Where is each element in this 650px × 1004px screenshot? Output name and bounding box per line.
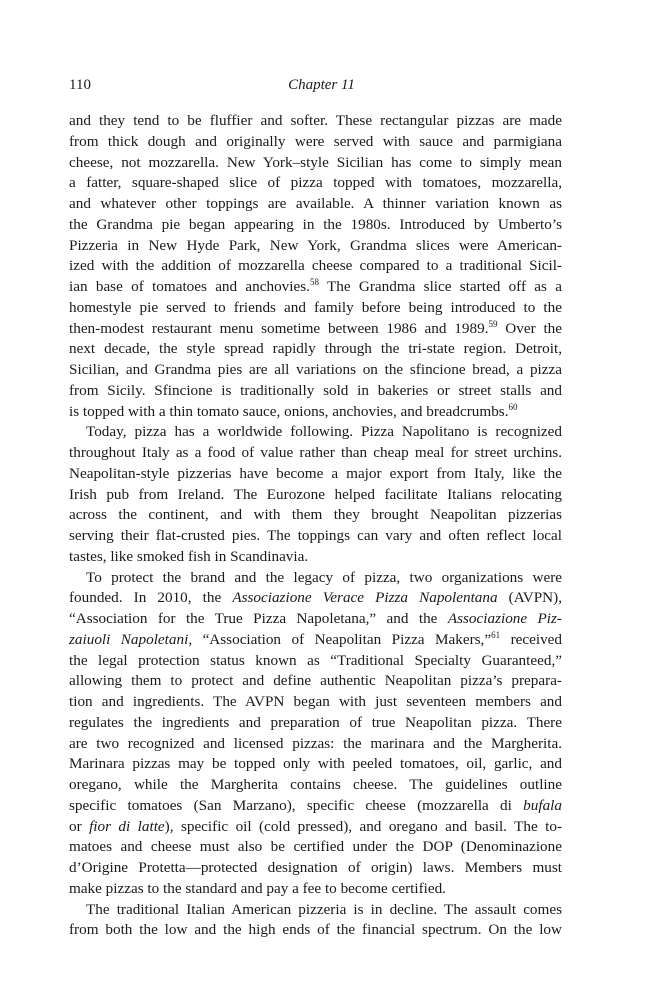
text-run: from Sicily. Sfincione is traditionally sold in bakeries or street stalls and <box>69 381 562 399</box>
text-line <box>69 153 562 174</box>
text-line <box>69 464 562 485</box>
text-run: are two recognized and licensed pizzas: the marinara and the Margherita. <box>69 734 562 752</box>
italic-text: Associazione Piz- <box>447 610 562 627</box>
text-run: (AVPN), <box>497 589 562 607</box>
text-line <box>69 298 562 319</box>
text-run: across the continent, and with them they brought Neapolitan pizzerias <box>69 506 562 524</box>
text-run: throughout Italy as a food of value rather than cheap meal for street urchins. <box>69 444 562 461</box>
text-run: Pizzeria in New Hyde Park, New York, Grandma slices were American- <box>69 236 562 254</box>
text-run: is topped with a thin tomato sauce, onions, anchovies, and breadcrumbs. <box>69 402 509 420</box>
text-run: founded. In 2010, the <box>69 589 233 607</box>
text-line <box>69 837 562 858</box>
text-line <box>69 319 562 340</box>
text-run: regulates the ingredients and preparation of true Neapolitan pizza. There <box>69 713 562 731</box>
text-line <box>69 236 562 257</box>
italic-text: zaiuoli Napoletani <box>69 630 189 648</box>
text-run: or <box>69 817 90 835</box>
text-line <box>69 132 562 153</box>
text-line <box>69 256 562 277</box>
text-run: a fatter, square-shaped slice of pizza topped with tomatoes, mozzarella, <box>69 174 562 192</box>
text-run: tastes, like smoked fish in Scandinavia. <box>69 547 309 565</box>
text-run: oregano, while the Margherita contains cheese. The guidelines outline <box>69 776 562 793</box>
text-run: , “Association of Neapolitan Pizza Makers,” <box>188 630 492 648</box>
text-line <box>69 339 562 360</box>
footnote-ref: 58 <box>309 277 319 287</box>
text-line <box>69 381 562 402</box>
text-run: and they tend to be fluffier and softer. These rectangular pizzas are made <box>69 112 562 129</box>
italic-text: Associazione Verace Pizza Napolentana <box>232 589 498 607</box>
text-run: tion and ingredients. The AVPN began with just seventeen members and <box>69 693 562 710</box>
text-run: and whatever other toppings are available. A thinner variation known as <box>69 195 562 212</box>
text-run: then-modest restaurant menu sometime between 1986 and 1989. <box>69 319 489 337</box>
text-run: The Grandma slice started off as a <box>318 278 562 295</box>
text-line <box>69 692 562 713</box>
text-line <box>69 402 562 423</box>
chapter-title: Chapter 11 <box>288 77 355 93</box>
text-run: matoes and cheese must also be certified under the DOP (Denominazione <box>69 838 562 856</box>
paragraph-first-line <box>69 568 562 589</box>
text-line <box>69 215 562 236</box>
text-line <box>69 443 562 464</box>
text-run: ized with the addition of mozzarella cheese compared to a traditional Sicil- <box>69 257 562 275</box>
text-run: specific tomatoes (San Marzano), specific cheese (mozzarella di <box>69 796 524 814</box>
text-run: The traditional Italian American pizzeria is in decline. The assault comes <box>86 900 562 918</box>
text-line <box>69 651 562 672</box>
text-run: Over the <box>497 319 562 337</box>
text-run: allowing them to protect and define authentic Neapolitan pizza’s prepara- <box>69 672 562 690</box>
text-run: Neapolitan-style pizzerias have become a major export from Italy, like the <box>69 464 562 482</box>
text-line <box>69 588 562 609</box>
footnote-ref: 61 <box>491 629 501 640</box>
text-line <box>69 734 562 755</box>
text-line <box>69 277 562 298</box>
italic-text: bufala <box>523 796 562 814</box>
text-line <box>69 754 562 775</box>
text-run: cheese, not mozzarella. New York–style Sicilian has come to simply mean <box>69 153 562 171</box>
text-run: ian base of tomatoes and anchovies. <box>69 278 310 295</box>
text-run: the Grandma pie began appearing in the 1980s. Introduced by Umberto’s <box>69 215 562 233</box>
text-run: To protect the brand and the legacy of pizza, two organizations were <box>86 568 562 586</box>
body-text <box>69 111 562 941</box>
footnote-ref: 59 <box>488 318 498 329</box>
text-run: received <box>500 630 562 648</box>
text-run: serving their flat-crusted pies. The toppings can vary and often reflect local <box>69 527 562 544</box>
text-line <box>69 796 562 817</box>
paragraph-first-line <box>69 900 562 921</box>
text-line <box>69 879 562 900</box>
text-line <box>69 173 562 194</box>
text-run: “Association for the True Pizza Napoletana,” and the <box>69 610 448 627</box>
text-line <box>69 671 562 692</box>
text-run: the legal protection status known as “Traditional Specialty Guaranteed,” <box>69 651 562 669</box>
text-run: homestyle pie served to friends and family before being introduced to the <box>69 298 562 316</box>
text-line <box>69 630 562 651</box>
text-line <box>69 526 562 547</box>
text-line <box>69 775 562 796</box>
text-line <box>69 713 562 734</box>
text-run: next decade, the style spread rapidly through the tri-state region. Detroit, <box>69 340 562 358</box>
text-run: d’Origine Protetta—protected designation of origin) laws. Members must <box>69 859 562 876</box>
footnote-ref: 60 <box>508 401 518 412</box>
text-run: Irish pub from Ireland. The Eurozone helped facilitate Italians relocating <box>69 485 562 503</box>
text-line <box>69 194 562 215</box>
paragraph-first-line <box>69 422 562 443</box>
running-head <box>69 74 562 96</box>
text-run: Sicilian, and Grandma pies are all variations on the sfincione bread, a pizza <box>69 361 562 378</box>
text-line <box>69 505 562 526</box>
italic-text: fior di latte <box>89 817 165 835</box>
text-line <box>69 547 562 568</box>
text-line <box>69 485 562 506</box>
text-run: make pizzas to the standard and pay a fee to become certified. <box>69 879 446 897</box>
text-line <box>69 817 562 838</box>
text-run: from thick dough and originally were served with sauce and parmigiana <box>69 132 562 150</box>
text-run: from both the low and the high ends of the financial spectrum. On the low <box>69 921 562 939</box>
text-line <box>69 609 562 630</box>
text-line <box>69 858 562 879</box>
text-run: Marinara pizzas may be topped only with peeled tomatoes, oil, garlic, and <box>69 755 562 773</box>
page-number: 110 <box>69 77 91 93</box>
text-line <box>69 111 562 132</box>
text-run: Today, pizza has a worldwide following. Pizza Napolitano is recognized <box>86 423 562 441</box>
text-line <box>69 920 562 941</box>
text-run: ), specific oil (cold pressed), and oregano and basil. The to- <box>164 817 563 835</box>
text-line <box>69 360 562 381</box>
